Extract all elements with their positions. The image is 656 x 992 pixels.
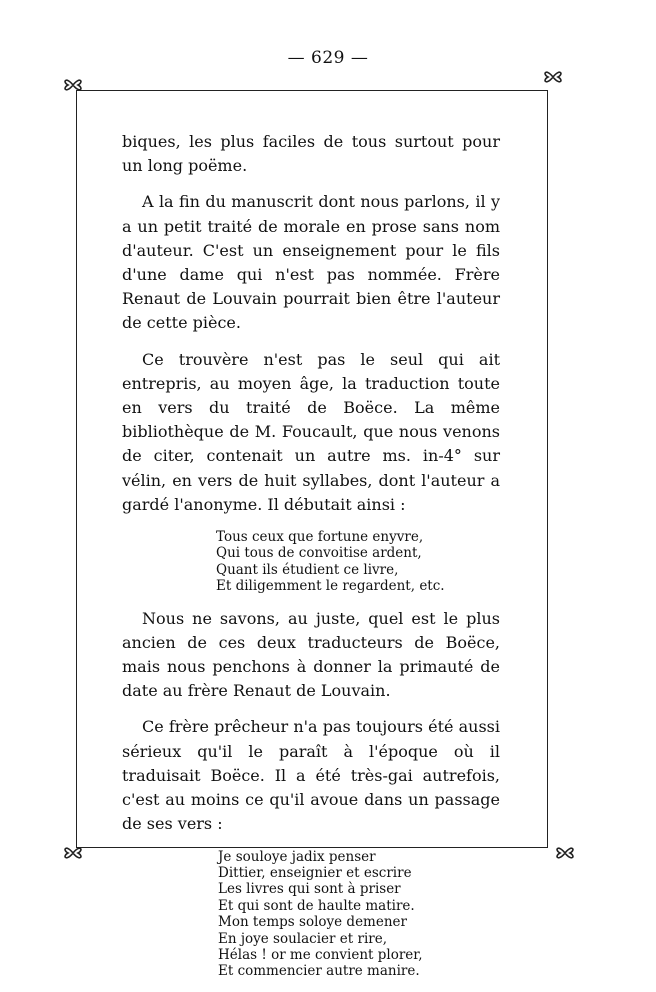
verse-line: Hélas ! or me convient plorer,	[218, 946, 423, 963]
corner-ornament-top-right-icon	[540, 64, 566, 90]
main-text	[122, 130, 500, 992]
verse-line: Dittier, enseignier et escrire	[218, 864, 412, 881]
corner-ornament-bottom-left-icon	[60, 840, 86, 866]
verse-line: En joye soulacier et rire,	[218, 930, 388, 947]
verse-line: Mon temps soloye demener	[218, 914, 407, 931]
paragraph: Nous ne savons, au juste, quel est le plus ancien de ces deux traducteurs de Boëce, mais nous penchons à donner la primauté de date au frère Renaut de Louvain.	[122, 608, 500, 701]
page-number: — 629 —	[287, 48, 369, 68]
verse-quotation-1	[216, 529, 500, 595]
corner-ornament-bottom-right-icon	[552, 840, 578, 866]
verse-line: Quant ils étudient ce livre,	[216, 561, 399, 578]
paragraph: Ce trouvère n'est pas le seul qui ait entrepris, au moyen âge, la traduction toute en vers du traité de Boëce. La même bibliothèque de M. Foucault, que nous venons de citer, contenait un autre ms. in-4° sur vélin, en vers de huit syllabes, dont l'auteur a gardé l'anonyme. Il débutait ainsi :	[122, 349, 500, 514]
corner-ornament-top-left-icon	[60, 72, 86, 98]
verse-line: Je souloye jadix penser	[218, 848, 376, 865]
verse-line: Et diligemment le regardent, etc.	[216, 578, 445, 595]
paragraph: Ce frère prêcheur n'a pas toujours été aussi sérieux qu'il le paraît à l'époque où il traduisait Boëce. Il a été très-gai autrefois, c'est au moins ce qu'il avoue dans un passage de ses vers :	[122, 717, 500, 834]
paragraph: A la fin du manuscrit dont nous parlons, il y a un petit traité de morale en prose sans nom d'auteur. C'est un enseignement pour le fils d'une dame qui n'est pas nommée. Frère Renaut de Louvain pourrait bien être l'auteur de cette pièce.	[122, 192, 500, 333]
paragraph: biques, les plus faciles de tous surtout pour un long poëme.	[122, 132, 500, 176]
verse-line: Et qui sont de haulte matire.	[218, 897, 415, 914]
verse-line: Qui tous de convoitise ardent,	[216, 545, 422, 562]
verse-line: Tous ceux que fortune enyvre,	[216, 529, 424, 546]
verse-line: Et commencier autre manire.	[218, 963, 420, 980]
verse-line: Les livres qui sont à priser	[218, 881, 401, 898]
verse-quotation-2	[218, 849, 500, 980]
